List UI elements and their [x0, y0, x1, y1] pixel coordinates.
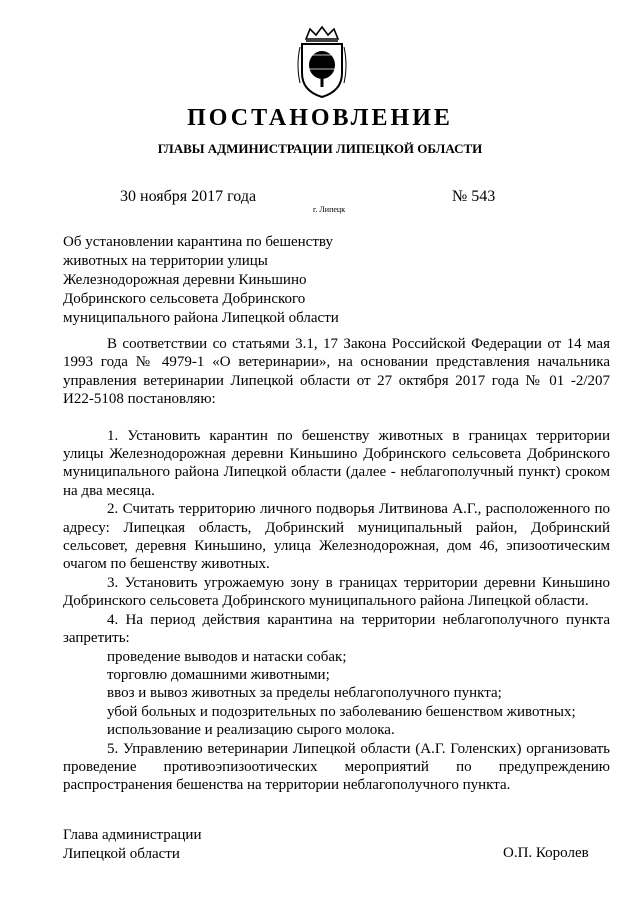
signatory-position-line1: Глава администрации	[63, 827, 202, 843]
document-body	[63, 335, 610, 795]
paragraph-2: 2. Считать территорию личного подворья Литвинова А.Г., расположенного по адресу: Липецкая область, Добринский муниципальный район, Добринский сельсовет, деревня Киньшино, улица Железнодорожная, дом 46, эпизоотическим очагом по бешенству животных.	[63, 501, 610, 573]
signatory-position-line2: Липецкой области	[63, 846, 180, 862]
document-place: г. Липецк	[313, 205, 346, 214]
paragraph-4: 4. На период действия карантина на территории неблагополучного пункта запретить:	[63, 611, 610, 647]
coat-of-arms-icon	[296, 25, 348, 99]
signatory-name: О.П. Королев	[503, 845, 589, 861]
document-date: 30 ноября 2017 года	[120, 188, 257, 205]
list-item: торговлю домашними животными;	[107, 666, 330, 683]
signatory-position	[63, 826, 201, 864]
list-item: использование и реализацию сырого молока.	[107, 722, 395, 739]
list-item: ввоз и вывоз животных за пределы неблагополучного пункта;	[107, 685, 502, 702]
list-item: проведение выводов и натаски собак;	[107, 648, 347, 665]
list-item: убой больных и подозрительных по заболеванию бешенством животных;	[107, 703, 576, 720]
document-subtitle: ГЛАВЫ АДМИНИСТРАЦИИ ЛИПЕЦКОЙ ОБЛАСТИ	[157, 141, 483, 156]
preamble-paragraph: В соответствии со статьями 3.1, 17 Закона Российской Федерации от 14 мая 1993 года № 4979-1 «О ветеринарии», на основании представления начальника управления ветеринарии Липецкой области от 27 октября 2017 года № 01 -2/207 И22-5108 постановляю:	[63, 336, 610, 408]
document-number: № 543	[452, 188, 496, 205]
document-subject: Об установлении карантина по бешенству животных на территории улицы Железнодорожная деревни Киньшино Добринского сельсовета Добринского муниципального района Липецкой области	[63, 234, 339, 326]
paragraph-5: 5. Управлению ветеринарии Липецкой области (А.Г. Голенских) организовать проведение противоэпизоотических мероприятий по предупреждению распространения бешенства на территории неблагополучного пункта.	[63, 740, 610, 794]
paragraph-3: 3. Установить угрожаемую зону в границах территории деревни Киньшино Добринского сельсовета Добринского муниципального района Липецкой области.	[63, 574, 610, 610]
document-title: ПОСТАНОВЛЕНИЕ	[187, 105, 453, 131]
paragraph-1: 1. Установить карантин по бешенству животных в границах территории улицы Железнодорожная деревни Киньшино Добринского сельсовета Добринского муниципального района Липецкой области (далее - неблагополучный пункт) сроком на два месяца.	[63, 427, 610, 499]
